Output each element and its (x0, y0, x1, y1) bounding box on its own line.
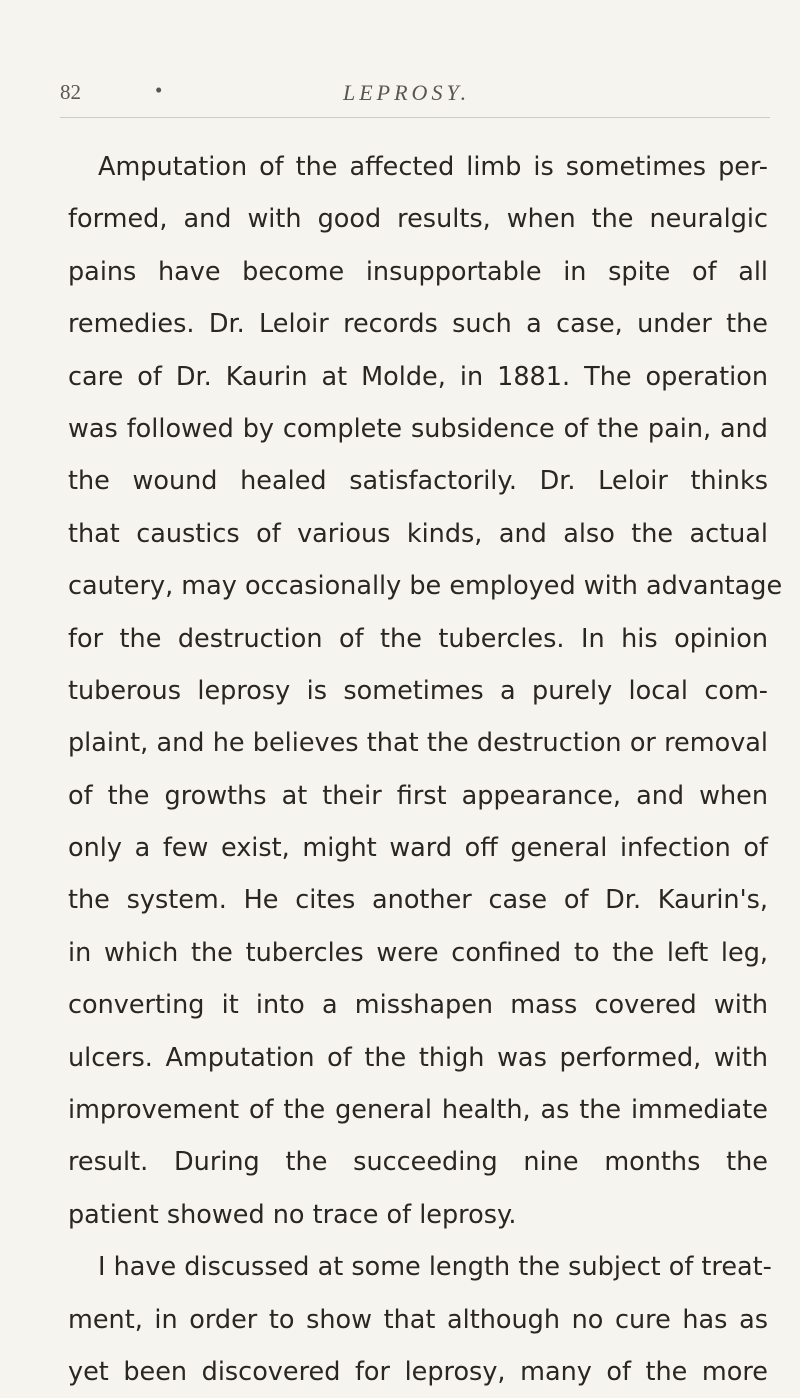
text-line: was followed by complete subsidence of the pain, and (68, 413, 768, 444)
header-separator: • (155, 78, 163, 102)
text-line: in which the tubercles were confined to the left leg, (68, 937, 768, 968)
page-number: 82 (60, 80, 81, 104)
text-line: tuberous leprosy is sometimes a purely local com- (68, 675, 768, 706)
text-line: converting it into a misshapen mass covered with (68, 990, 768, 1021)
text-line: care of Dr. Kaurin at Molde, in 1881. The operation (68, 361, 768, 392)
text-line: ment, in order to show that although no cure has as (68, 1304, 768, 1335)
text-line: I have discussed at some length the subject of treat- (98, 1252, 772, 1283)
text-line: that caustics of various kinds, and also the actual (68, 518, 768, 549)
text-line: ulcers. Amputation of the thigh was performed, with (68, 1042, 768, 1073)
text-line: cautery, may occasionally be employed with advantage (68, 571, 783, 602)
text-line: formed, and with good results, when the neuralgic (68, 204, 768, 235)
text-line: pains have become insupportable in spite of all (68, 256, 768, 287)
text-line: yet been discovered for leprosy, many of the more (68, 1356, 768, 1387)
text-line: the system. He cites another case of Dr. Kaurin's, (68, 885, 768, 916)
text-line: for the destruction of the tubercles. In his opinion (68, 623, 768, 654)
text-line: the wound healed satisfactorily. Dr. Leloir thinks (68, 466, 768, 497)
text-line: only a few exist, might ward off general infection of (68, 833, 768, 864)
running-title: LEPROSY. (343, 80, 471, 105)
text-line: Amputation of the affected limb is sometimes per- (98, 152, 768, 182)
text-line: remedies. Dr. Leloir records such a case, under the (68, 309, 768, 340)
page-header (60, 80, 770, 114)
header-rule (60, 117, 770, 118)
text-line: of the growths at their first appearance, and when (68, 780, 768, 811)
text-line: improvement of the general health, as the immediate (68, 1095, 768, 1126)
text-line: plaint, and he believes that the destruction or removal (68, 728, 768, 759)
body-text (68, 141, 783, 1398)
text-line: patient showed no trace of leprosy. (68, 1199, 517, 1230)
text-line: result. During the succeeding nine months the (68, 1147, 768, 1178)
